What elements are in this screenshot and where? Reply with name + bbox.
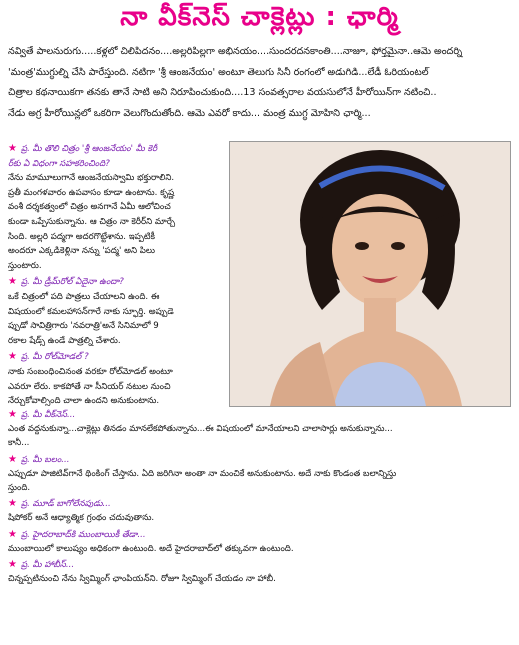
answer-line: ప్పుడో సావిత్రిగారు 'నవరాత్రి'అనే సినిమాలో 9 — [8, 321, 159, 332]
star-icon: ★ — [8, 528, 17, 540]
article-header — [0, 0, 519, 40]
question-text: ప్ర. మీ వీక్‌నెస్... — [20, 410, 76, 420]
question-text: ప్ర. మూడ్ బాగోలేనపుడు... — [20, 499, 111, 510]
answer-line: సింది. అల్లరి పద్మగా అదరగొట్టేశాను. ఇప్పటికీ — [8, 231, 156, 242]
qa-wide-section — [8, 408, 511, 588]
question-text: ప్ర. హైదరాబాద్‌కి ముంబాయికీ తేడా... — [20, 529, 146, 540]
intro-line: నవ్వితే పాలనురుగు.....కళ్లలో చిలిపిదనం....అల్లరిపిల్లగా అభినయం....సుందరదనకాంతి....నాజూ, ఫోర్తమైనా..ఆమె అందర్ని — [8, 46, 463, 57]
question — [8, 142, 225, 157]
intro-paragraph — [8, 42, 511, 124]
question — [8, 275, 225, 290]
answer-line: అందరూ ఎక్కడికెళ్లినా నన్ను 'పద్మ' అని పిలు — [8, 246, 155, 257]
answer-line: కుండా ఒప్పేసుకున్నాను. ఆ చిత్రం నా కెరీర్‌ని మార్చే — [8, 216, 176, 227]
star-icon: ★ — [8, 559, 17, 571]
answer-line: ఒకే చిత్రంలో పది పాత్రలు చేయాలని ఉంది. ఈ — [8, 291, 160, 302]
answer-line: స్తుంటారు. — [8, 260, 42, 271]
star-icon: ★ — [8, 498, 17, 510]
answer-line: వంశీ దర్శకత్వంలో చిత్రం అనగానే ఏమీ ఆలోచించ — [8, 202, 171, 213]
answer-line: స్తుంది. — [8, 483, 31, 494]
question-text: ప్ర. మీ డ్రీమ్‌రోల్ ఏదైనా ఉందా? — [20, 277, 124, 288]
answer-line: ప్రతీ మంగళవారం ఉపవాసం కూడా ఉంటాను. కృష్ణ — [8, 187, 175, 198]
answer — [8, 467, 511, 495]
question-continued — [8, 157, 225, 172]
answer-line: నేను మామూలుగానే ఆంజనేయస్వామి భక్తురాలిని. — [8, 173, 175, 184]
question — [8, 453, 511, 467]
question-text: ర్‌కు ఏ విధంగా సహకరించింది? — [8, 158, 110, 169]
question-text: ప్ర. మీ బలం... — [20, 454, 70, 465]
answer — [8, 290, 225, 348]
star-icon: ★ — [8, 351, 17, 363]
answer — [8, 542, 511, 556]
question — [8, 497, 511, 511]
question — [8, 350, 225, 365]
answer-line: ఎవరూ లేరు. కాకపోతే నా సీనియర్ నటుల నుంచి — [8, 381, 171, 392]
question-text: ప్ర. మీ తొలి చిత్రం 'శ్రీ ఆంజనేయం' మీ కెరీ — [20, 144, 158, 154]
star-icon: ★ — [8, 276, 17, 288]
intro-line: 'మంత్ర'ముగ్ధుల్ని చేసి పారేస్తుంది. నటిగా 'శ్రీ ఆంజనేయం' అంటూ తెలుగు సినీ రంగంలో అడుగిడి...లేడీ ఓరియంటల్ — [8, 66, 429, 78]
answer-line: ముంబాయిలో కాలుష్యం అధికంగా ఉంటుంది. అదే హైదరాబాద్‌లో తక్కువగా ఉంటుంది. — [8, 543, 294, 554]
intro-line: నేడు అగ్ర హీరోయిన్లలో ఒకరిగా వెలుగొందుతోంది. ఆమె ఎవరో కాదు... మంత్ర ముగ్ధ మోహిని ఛార్మి... — [8, 107, 371, 119]
answer-line: నేర్చుకోవాల్సింది చాలా ఉందని అనుకుంటాను. — [8, 396, 160, 407]
question — [8, 558, 511, 572]
star-icon: ★ — [8, 143, 17, 154]
portrait-illustration — [230, 142, 510, 406]
article-title: నా వీక్‌నెస్ చాక్లెట్లు : ఛార్మి — [120, 2, 399, 32]
answer — [8, 511, 511, 525]
question-text: ప్ర. మీ రోల్‌మోడల్ ? — [20, 352, 89, 363]
answer — [8, 422, 511, 450]
question-text: ప్ర. మీ హాబీస్... — [20, 560, 75, 571]
star-icon: ★ — [8, 453, 17, 465]
answer-line: చిన్నప్పటినుంచి నేను స్విమ్మింగ్ ఛాంపియన్‌ని. రోజూ స్విమ్మింగ్ చేయడం నా హాబీ. — [8, 574, 276, 585]
question — [8, 408, 511, 422]
answer-line: ఎప్పుడూ పాజిటివ్‌గానే థింకింగ్ చేస్తాను. ఏది జరిగినా అంతా నా మంచికే అనుకుంటాను. అదే నాకు కొండంత బలాన్నిస్తు — [8, 468, 397, 479]
answer-line: విషయంలో కమలహాసన్‌గారే నాకు స్ఫూర్తి. అప్పుడె — [8, 306, 174, 317]
intro-line: చిత్రాల కథనాయికగా తనకు తానే సాటి అని నిరూపించుకుంది....13 సంవత్సరాల వయసులోనే హీరోయిన్‌గా నటించి.. — [8, 87, 437, 98]
answer-line: రకాల షేడ్స్ ఉండే పాత్రల్ని చేశారు. — [8, 335, 121, 346]
answer-line: ఎంత వద్దనుకున్నా...చాక్లెట్లు తినడం మానలేకపోతున్నాను...ఈ విషయంలో మానేయాలని చాలాసార్లు అనుకున్నాను... — [8, 424, 393, 435]
answer — [8, 171, 225, 273]
question — [8, 528, 511, 542]
answer-line: షిపోకర్ అనే ఆధ్యాత్మిక గ్రంథం చదువుతాను. — [8, 513, 155, 524]
answer-line: కానీ... — [8, 438, 30, 449]
answer — [8, 572, 511, 586]
star-icon: ★ — [8, 409, 17, 420]
qa-column — [8, 142, 225, 411]
answer — [8, 365, 225, 409]
portrait-photo — [229, 141, 511, 407]
answer-line: నాకు సంబంధించినంత వరకూ రోల్‌మోడల్ అంటూ — [8, 366, 173, 377]
